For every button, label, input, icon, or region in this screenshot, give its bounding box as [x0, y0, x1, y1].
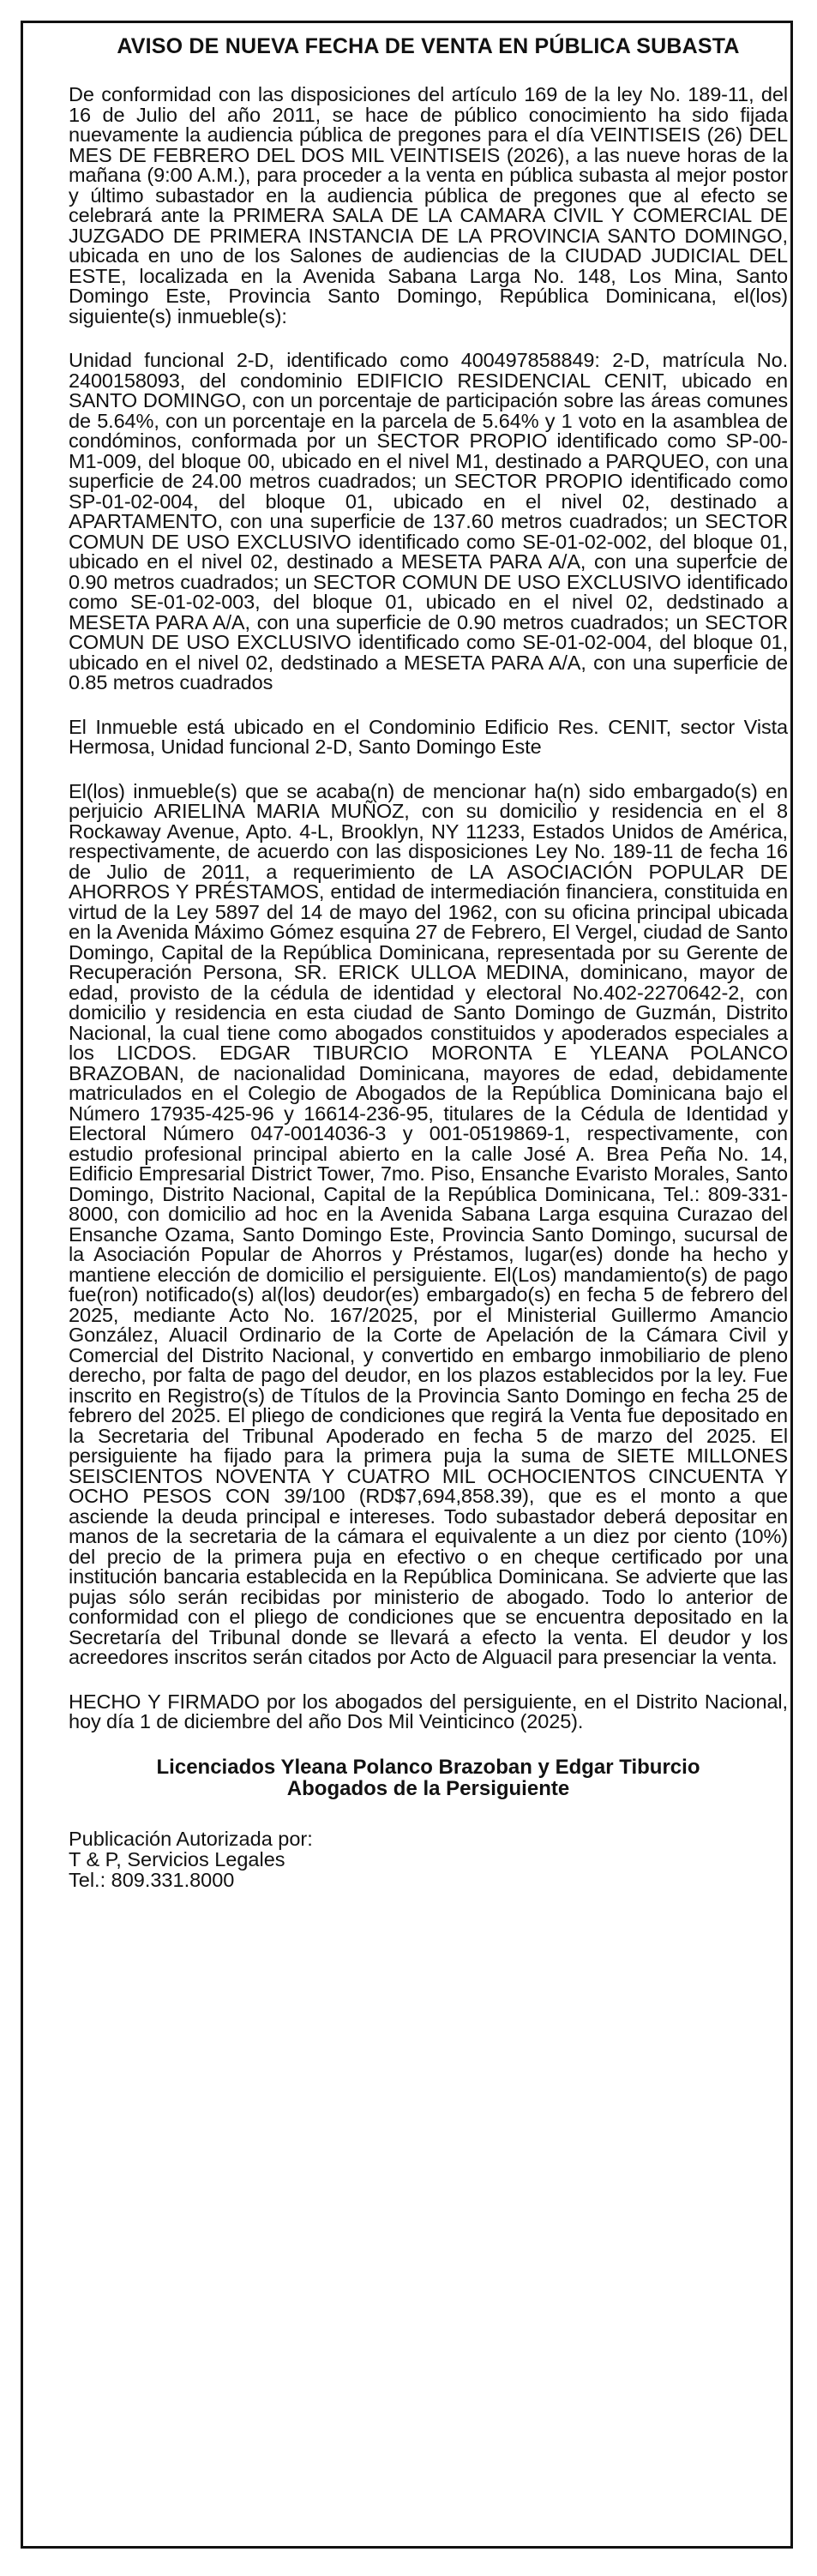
signature-names: Licenciados Yleana Polanco Brazoban y Edgar Tiburcio	[156, 1755, 700, 1779]
paragraph-signed: HECHO Y FIRMADO por los abogados del persiguiente, en el Distrito Nacional, hoy día 1 de diciembre del año Dos Mil Veinticinco (2025).	[69, 1690, 788, 1732]
notice-content	[69, 34, 788, 1890]
signature-role: Abogados de la Persiguiente	[286, 1776, 570, 1800]
paragraph-property-location: El Inmueble está ubicado en el Condominio Edificio Res. CENIT, sector Vista Hermosa, Unidad funcional 2-D, Santo Domingo Este	[69, 715, 788, 758]
footer-publisher: T & P, Servicios Legales	[69, 1847, 285, 1870]
paragraph-announcement: De conformidad con las disposiciones del artículo 169 de la ley No. 189-11, del 16 de Julio del año 2011, se hace de público conocimiento ha sido fijada nuevamente la audiencia pública de pregones para el día VEINTISEIS (26) DEL MES DE FEBRERO DEL DOS MIL VEINTISEIS (2026), a las nueve horas de la mañana (9:00 A.M.), para proceder a la venta en pública subasta al mejor postor y último subastador en la audiencia pública de pregones que al efecto se celebrará ante la PRIMERA SALA DE LA CAMARA CIVIL Y COMERCIAL DE JUZGADO DE PRIMERA INSTANCIA DE LA PROVINCIA SANTO DOMINGO, ubicada en uno de los Salones de audiencias de la CIUDAD JUDICIAL DEL ESTE, localizada en la Avenida Sabana Larga No. 148, Los Mina, Santo Domingo Este, Provincia Santo Domingo, República Dominicana, el(los) siguiente(s) inmueble(s):	[69, 83, 788, 327]
footer-authorized-by: Publicación Autorizada por:	[69, 1827, 313, 1850]
paragraph-seizure-details: El(los) inmueble(s) que se acaba(n) de mencionar ha(n) sido embargado(s) en perjuicio ARIELINA MARIA MUÑOZ, con su domicilio y residencia en el 8 Rockaway Avenue, Apto. 4-L, Brooklyn, NY 11233, Estados Unidos de América, respectivamente, de acuerdo con las disposiciones Ley No. 189-11 de fecha 16 de Julio de 2011, a requerimiento de LA ASOCIACIÓN POPULAR DE AHORROS Y PRÉSTAMOS, entidad de intermediación financiera, constituida en virtud de la Ley 5897 del 14 de mayo del 1962, con su oficina principal ubicada en la Avenida Máximo Gómez esquina 27 de Febrero, El Vergel, ciudad de Santo Domingo, Capital de la República Dominicana, representada por su Gerente de Recuperación Persona, SR. ERICK ULLOA MEDINA, dominicano, mayor de edad, provisto de la cédula de identidad y electoral No.402-2270642-2, con domicilio y residencia en esta ciudad de Santo Domingo de Guzmán, Distrito Nacional, la cual tiene como abogados constituidos y apoderados especiales a los LICDOS. EDGAR TIBURCIO MORONTA E YLEANA POLANCO BRAZOBAN, de nacionalidad Dominicana, mayores de edad, debidamente matriculados en el Colegio de Abogados de la República Dominicana bajo el Número 17935-425-96 y 16614-236-95, titulares de la Cédula de Identidad y Electoral Número 047-0014036-3 y 001-0519869-1, respectivamente, con estudio profesional principal abierto en la calle José A. Brea Peña No. 14, Edificio Empresarial District Tower, 7mo. Piso, Ensanche Evaristo Morales, Santo Domingo, Distrito Nacional, Capital de la República Dominicana, Tel.: 809-331-8000, con domicilio ad hoc en la Avenida Sabana Larga esquina Curazao del Ensanche Ozama, Santo Domingo Este, Provincia Santo Domingo, sucursal de la Asociación Popular de Ahorros y Préstamos, lugar(es) donde ha hecho y mantiene elección de domicilio el persiguiente. El(Los) mandamiento(s) de pago fue(ron) notificado(s) al(los) deudor(es) embargado(s) en fecha 5 de febrero del 2025, mediante Acto No. 167/2025, por el Ministerial Guillermo Amancio González, Aluacil Ordinario de la Corte de Apelación de la Cámara Civil y Comercial del Distrito Nacional, y convertido en embargo inmobiliario de pleno derecho, por falta de pago del deudor, en los plazos establecidos por la ley. Fue inscrito en Registro(s) de Títulos de la Provincia Santo Domingo en fecha 25 de febrero del 2025. El pliego de condiciones que regirá la Venta fue depositado en la Secretaria del Tribunal Apoderado en fecha 5 de marzo del 2025. El persiguiente ha fijado para la primera puja la suma de SIETE MILLONES SEISCIENTOS NOVENTA Y CUATRO MIL OCHOCIENTOS CINCUENTA Y OCHO PESOS CON 39/100 (RD$7,694,858.39), que es el monto a que asciende la deuda principal e intereses. Todo subastador deberá depositar en manos de la secretaria de la cámara el equivalente a un diez por ciento (10%) del precio de la primera puja en efectivo o en cheque certificado por una institución bancaria establecida en la República Dominicana. Se advierte que las pujas sólo serán recibidas por ministerio de abogado. Todo lo anterior de conformidad con el pliego de condiciones que se encuentra depositado en la Secretaría del Tribunal donde se llevará a efecto la venta. El deudor y los acreedores inscritos serán citados por Acto de Alguacil para presenciar la venta.	[69, 779, 788, 1668]
footer-phone: Tel.: 809.331.8000	[69, 1868, 235, 1891]
notice-title: AVISO DE NUEVA FECHA DE VENTA EN PÚBLICA SUBASTA	[117, 34, 740, 58]
publication-footer	[69, 1828, 788, 1890]
paragraph-property-description: Unidad funcional 2-D, identificado como 400497858849: 2-D, matrícula No. 2400158093, del condominio EDIFICIO RESIDENCIAL CENIT, ubicado en SANTO DOMINGO, con un porcentaje de participación sobre las áreas comunes de 5.64%, con un porcentaje en la parcela de 5.64% y 1 voto en la asamblea de condóminos, conformada por un SECTOR PROPIO identificado como SP-00-M1-009, del bloque 00, ubicado en el nivel M1, destinado a PARQUEO, con una superficie de 24.00 metros cuadrados; un SECTOR PROPIO identificado como SP-01-02-004, del bloque 01, ubicado en el nivel 02, destinado a APARTAMENTO, con una superficie de 137.60 metros cuadrados; un SECTOR COMUN DE USO EXCLUSIVO identificado como SE-01-02-002, del bloque 01, ubicado en el nivel 02, destinado a MESETA PARA A/A, con una superfcie de 0.90 metros cuadrados; un SECTOR COMUN DE USO EXCLUSIVO identificado como SE-01-02-003, del bloque 01, ubicado en el nivel 02, dedstinado a MESETA PARA A/A, con una superficie de 0.90 metros cuadrados; un SECTOR COMUN DE USO EXCLUSIVO identificado como SE-01-02-004, del bloque 01, ubicado en el nivel 02, dedstinado a MESETA PARA A/A, con una superficie de 0.85 metros cuadrados	[69, 349, 788, 694]
signature-block	[69, 1756, 788, 1799]
